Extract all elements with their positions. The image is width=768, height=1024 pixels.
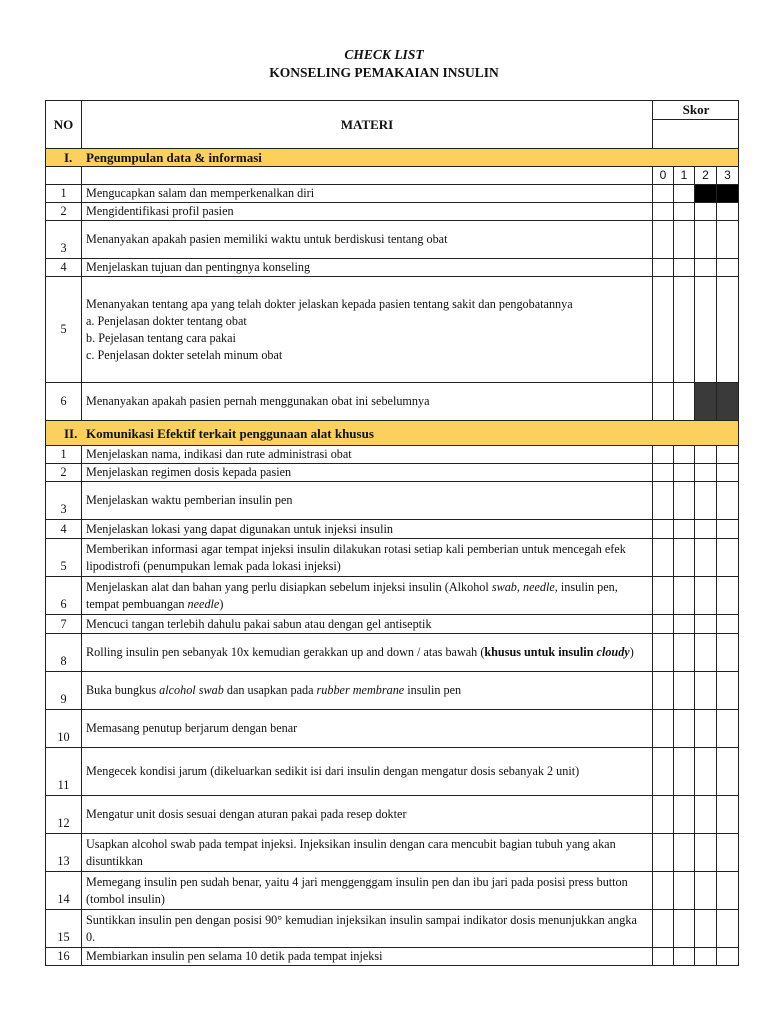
score-cell[interactable] [653,446,674,464]
header-materi: MATERI [82,101,653,149]
score-cell[interactable] [674,748,695,796]
score-cell[interactable] [653,710,674,748]
score-cell[interactable] [674,221,695,259]
score-cell[interactable] [695,796,717,834]
score-cell[interactable] [695,539,717,577]
table-row: 8 Rolling insulin pen sebanyak 10x kemudian gerakkan up and down / atas bawah (khusus untuk insulin cloudy) [46,634,739,672]
score-cell[interactable] [695,277,717,383]
table-row: 2 Menjelaskan regimen dosis kepada pasien [46,464,739,482]
table-row: 2 Mengidentifikasi profil pasien [46,203,739,221]
score-cell[interactable] [674,259,695,277]
table-row: 1 Mengucapkan salam dan memperkenalkan diri [46,185,739,203]
score-cell[interactable] [695,615,717,634]
score-label-2: 2 [695,167,717,185]
score-cell[interactable] [717,464,739,482]
score-cell[interactable] [717,834,739,872]
score-cell[interactable] [653,834,674,872]
score-cell[interactable] [717,634,739,672]
score-cell[interactable] [717,796,739,834]
score-cell[interactable] [717,277,739,383]
score-cell[interactable] [695,834,717,872]
score-label-1: 1 [674,167,695,185]
score-cell[interactable] [695,634,717,672]
score-cell[interactable] [674,185,695,203]
score-cell[interactable] [695,748,717,796]
score-cell[interactable] [717,259,739,277]
table-row: 5 Menanyakan tentang apa yang telah dokter jelaskan kepada pasien tentang sakit dan pengobatannya a. Penjelasan dokter tentang obat b. Pejelasan tentang cara pakai c. Penjelasan dokter setelah minum obat [46,277,739,383]
score-cell[interactable] [653,464,674,482]
score-cell[interactable] [674,872,695,910]
score-cell[interactable] [695,221,717,259]
table-row: 5 Memberikan informasi agar tempat injeksi insulin dilakukan rotasi setiap kali pemberian untuk mencegah efek lipodistrofi (penumpukan lemak pada lokasi injeksi) [46,539,739,577]
score-cell[interactable] [674,446,695,464]
score-cell[interactable] [653,203,674,221]
score-cell[interactable] [674,910,695,948]
table-row: 10 Memasang penutup berjarum dengan benar [46,710,739,748]
score-cell[interactable] [674,203,695,221]
score-cell[interactable] [695,710,717,748]
table-row: 9 Buka bungkus alcohol swab dan usapkan pada rubber membrane insulin pen [46,672,739,710]
page-subtitle: KONSELING PEMAKAIAN INSULIN [269,65,499,80]
score-cell[interactable] [674,710,695,748]
score-cell[interactable] [674,277,695,383]
score-cell[interactable] [674,383,695,421]
score-cell[interactable] [695,948,717,966]
score-cell[interactable] [674,577,695,615]
score-cell[interactable] [653,185,674,203]
score-cell[interactable] [695,872,717,910]
table-row: 3 Menjelaskan waktu pemberian insulin pen [46,482,739,520]
score-cell[interactable] [717,872,739,910]
score-cell[interactable] [653,539,674,577]
score-cell[interactable] [653,259,674,277]
table-row: 7 Mencuci tangan terlebih dahulu pakai sabun atau dengan gel antiseptik [46,615,739,634]
score-cell[interactable] [695,203,717,221]
score-cell[interactable] [653,748,674,796]
score-cell[interactable] [674,539,695,577]
section-1-heading: I. Pengumpulan data & informasi [46,149,739,167]
score-cell[interactable] [695,910,717,948]
table-row: 13 Usapkan alcohol swab pada tempat injeksi. Injeksikan insulin dengan cara mencubit bagian tubuh yang akan disuntikkan [46,834,739,872]
score-cell[interactable] [717,446,739,464]
score-cell[interactable] [695,446,717,464]
score-cell[interactable] [674,520,695,539]
score-cell[interactable] [674,672,695,710]
score-cell[interactable] [717,221,739,259]
score-label-0: 0 [653,167,674,185]
score-cell[interactable] [695,520,717,539]
score-cell[interactable] [674,464,695,482]
score-cell[interactable] [674,834,695,872]
score-cell[interactable] [674,634,695,672]
table-row: 11 Mengecek kondisi jarum (dikeluarkan sedikit isi dari insulin dengan mengatur dosis sebanyak 2 unit) [46,748,739,796]
score-cell[interactable] [717,710,739,748]
header-skor [653,101,739,149]
score-cell[interactable] [653,221,674,259]
score-cell[interactable] [695,259,717,277]
score-cell[interactable] [717,520,739,539]
score-cell[interactable] [717,539,739,577]
score-cell[interactable] [717,672,739,710]
score-cell[interactable] [653,383,674,421]
score-cell[interactable] [653,948,674,966]
score-cell[interactable] [717,910,739,948]
score-cell[interactable] [695,464,717,482]
score-cell[interactable] [695,672,717,710]
score-cell[interactable] [717,748,739,796]
score-cell[interactable] [653,277,674,383]
table-row: 6 Menjelaskan alat dan bahan yang perlu disiapkan sebelum injeksi insulin (Alkohol swab, needle, insulin pen, tempat pembuangan needle) [46,577,739,615]
score-cell[interactable] [717,203,739,221]
table-row: 4 Menjelaskan lokasi yang dapat digunakan untuk injeksi insulin [46,520,739,539]
score-cell[interactable] [695,482,717,520]
score-cell[interactable] [674,796,695,834]
table-row: 6 Menanyakan apakah pasien pernah menggunakan obat ini sebelumnya [46,383,739,421]
score-cell[interactable] [695,577,717,615]
score-cell[interactable] [653,796,674,834]
score-cell[interactable] [653,672,674,710]
table-row: 12 Mengatur unit dosis sesuai dengan aturan pakai pada resep dokter [46,796,739,834]
header-no: NO [46,101,82,149]
checklist-table [45,100,739,966]
score-cell[interactable] [674,948,695,966]
score-cell[interactable] [717,948,739,966]
score-cell[interactable] [674,615,695,634]
score-cell[interactable] [717,482,739,520]
table-row: 4 Menjelaskan tujuan dan pentingnya konseling [46,259,739,277]
score-cell[interactable] [653,520,674,539]
table-row: 3 Menanyakan apakah pasien memiliki waktu untuk berdiskusi tentang obat [46,221,739,259]
table-row: 14 Memegang insulin pen sudah benar, yaitu 4 jari menggenggam insulin pen dan ibu jari pada posisi press button (tombol insulin) [46,872,739,910]
section-2-heading: II. Komunikasi Efektif terkait penggunaan alat khusus [46,421,739,446]
score-cell[interactable] [653,577,674,615]
score-cell[interactable] [653,910,674,948]
table-row: 1 Menjelaskan nama, indikasi dan rute administrasi obat [46,446,739,464]
skor-label: Skor [653,101,739,120]
score-cell[interactable] [653,634,674,672]
table-row: 15 Suntikkan insulin pen dengan posisi 90° kemudian injeksikan insulin sampai indikator dosis menunjukkan angka 0. [46,910,739,948]
score-cell[interactable] [653,482,674,520]
score-cell[interactable] [717,615,739,634]
page-title: CHECK LIST [344,47,424,62]
table-row: 16 Membiarkan insulin pen selama 10 detik pada tempat injeksi [46,948,739,966]
score-cell[interactable] [674,482,695,520]
score-cell[interactable] [653,615,674,634]
score-cell[interactable] [717,577,739,615]
score-cell[interactable] [653,872,674,910]
score-label-3: 3 [717,167,739,185]
